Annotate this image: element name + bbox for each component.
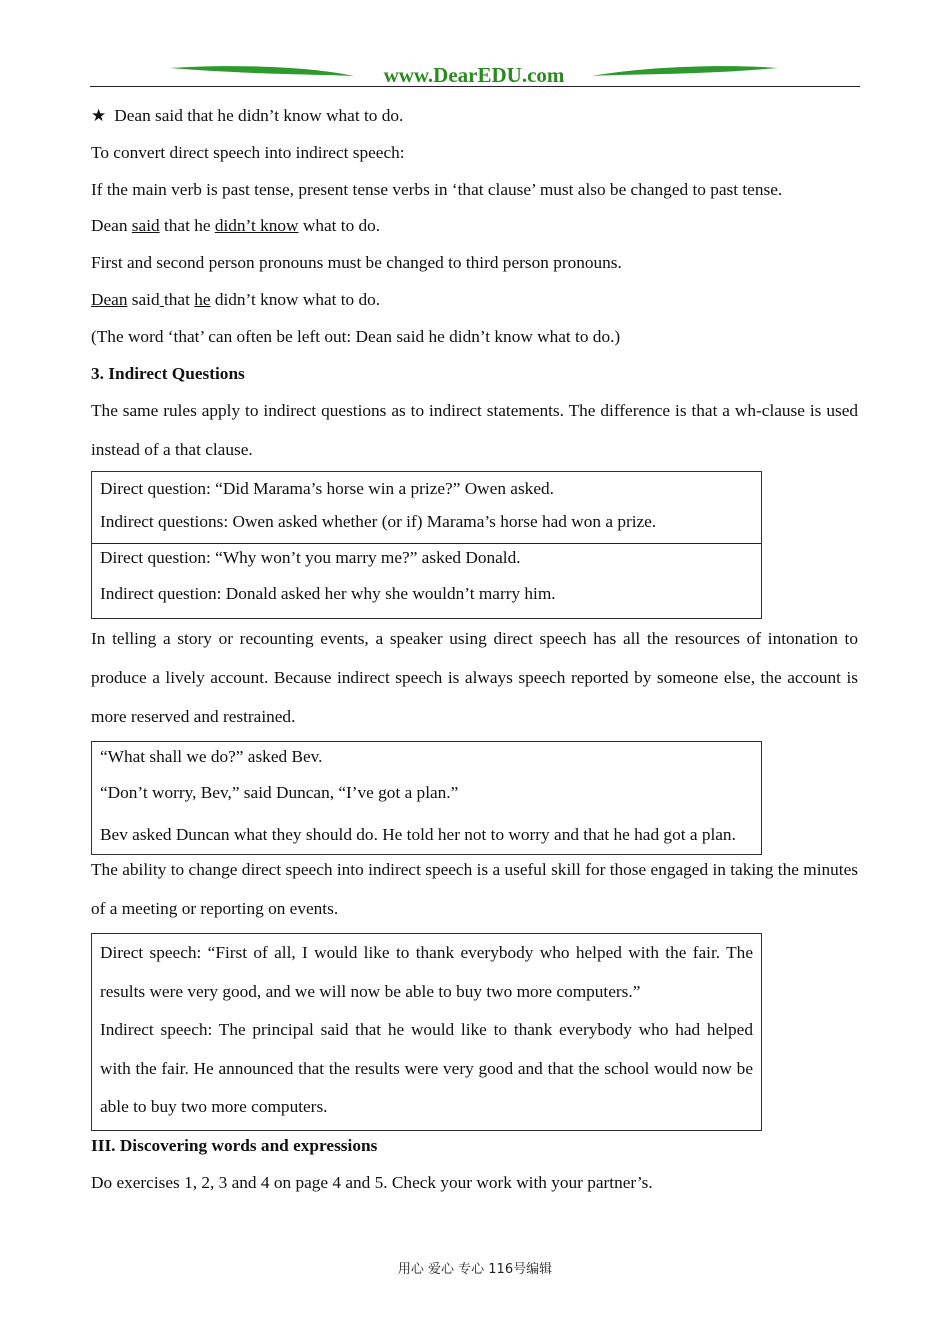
paragraph: The same rules apply to indirect questions as to indirect statements. The difference is that a wh-clause is used instead of a that clause. [91,401,858,460]
header-rule [90,86,860,87]
left-swoosh [170,66,354,76]
star-icon: ★ [91,106,107,126]
paragraph: In telling a story or recounting events, a speaker using direct speech has all the resources of intonation to produce a lively account. Because indirect speech is always speech reported by someone else, the account is more reserved and restrained. [91,629,858,727]
example-box-questions [91,471,762,619]
paragraph: First and second person pronouns must be changed to third person pronouns. [91,253,622,273]
example-underlined-verbs: Dean said that he didn’t know what to do. [91,216,381,236]
document-body [91,98,858,1201]
star-example-line: ★ Dean said that he didn’t know what to do. [91,106,404,126]
section-heading: 3. Indirect Questions [91,363,245,383]
site-url-text: www.DearEDU.com [383,63,565,87]
box-line: Direct question: “Why won’t you marry me?” asked Donald. [100,548,521,568]
example-box-meeting [91,933,762,1131]
page-footer: 用心 爱心 专心 116号编辑 [397,1262,553,1277]
section-heading: III. Discovering words and expressions [91,1135,378,1155]
box-line: Indirect questions: Owen asked whether (or if) Marama’s horse had won a prize. [100,512,657,532]
paragraph: (The word ‘that’ can often be left out: Dean said he didn’t know what to do.) [91,326,621,346]
example-underlined-pronouns: Dean said that he didn’t know what to do. [91,289,381,309]
box-line: Bev asked Duncan what they should do. He told her not to worry and that he had got a plan. [100,825,736,845]
box-line: Indirect question: Donald asked her why she wouldn’t marry him. [100,584,556,604]
box-line: Indirect speech: The principal said that he would like to thank everybody who had helped with the fair. He announced that the results were very good and that the school would now be able to buy two more computers. [100,1020,753,1117]
paragraph: Do exercises 1, 2, 3 and 4 on page 4 and 5. Check your work with your partner’s. [91,1172,653,1192]
paragraph: To convert direct speech into indirect speech: [91,142,405,162]
box-line: “Don’t worry, Bev,” said Duncan, “I’ve got a plan.” [100,783,459,803]
box-line: “What shall we do?” asked Bev. [100,747,323,767]
box-line: Direct question: “Did Marama’s horse win a prize?” Owen asked. [100,479,554,499]
box-line: Direct speech: “First of all, I would like to thank everybody who helped with the fair. The results were very good, and we will now be able to buy two more computers.” [100,943,753,1001]
paragraph: The ability to change direct speech into indirect speech is a useful skill for those engaged in taking the minutes of a meeting or reporting on events. [91,860,858,919]
right-swoosh [592,66,778,76]
paragraph: If the main verb is past tense, present tense verbs in ‘that clause’ must also be changed to past tense. [91,179,783,199]
example-box-story [91,741,762,855]
site-logo-banner [168,62,780,88]
